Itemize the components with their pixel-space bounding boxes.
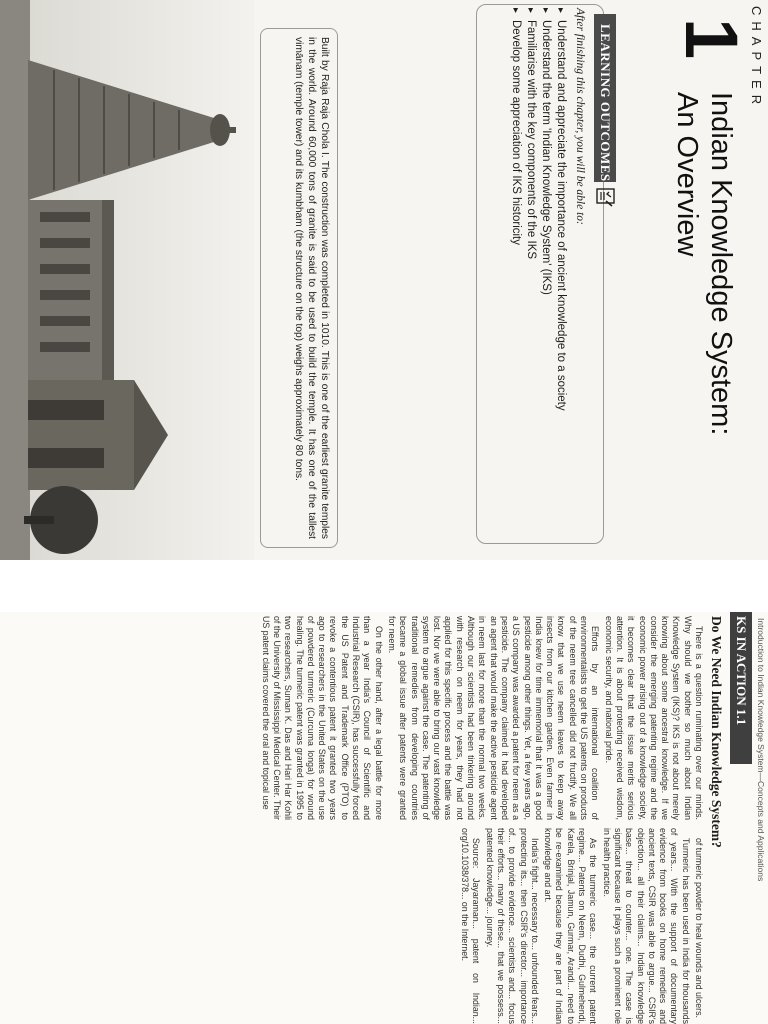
learning-outcomes-heading: LEARNING OUTCOMES (594, 14, 616, 182)
body-column-left (257, 616, 704, 820)
body-column-right (457, 828, 704, 1024)
paragraph: As the turmeric case... the current patent regime... Patents on Neem, Dudhi, Gulmehendi, Karela, Brinjal, Jamun, Gurmar, Arandi... need to be re-examined because they are part of Indian knowledge and art. (543, 828, 599, 1024)
paragraph: Turmeric has been used in India for thousands of years... With the support of documentary evidence from books on home remedies and ancient texts, CSIR was able to argue... CSIR's objection... all their claims... Indian knowledge base... threat to counter... one. The case is significant because it plays such a prominent role in health practice. (601, 828, 691, 1024)
iks-in-action-tab: KS IN ACTION 1.1 (730, 612, 752, 764)
paragraph: Efforts by an international coalition of environmentalists to get the US patents on products of the neem tree cancelled did not fructify. We all know that we use neem leaves to keep away insects from our kitchen garden. Even farmer in India knew for time immemorial that it was a good pesticide among other things. Yet, a few years ago, a US company was awarded a patent for neem as a pesticide. The company claimed it had developed an agent that would make the active pesticide agent in neem last for more than the normal two weeks. Although our scientists had been tinkering around with research on neem for years, they had not applied for this specific process and the battle was lost. Nor we were able to bring our vast knowledge system to argue against the case. The patenting of traditional remedies from developing countries became a global issue after patents were granted for neem. (386, 616, 601, 820)
learning-outcomes-intro: After finishing this chapter, you will be able to: (574, 8, 586, 225)
outcome-item: ▸ Develop some appreciation of IKS historicity (508, 8, 523, 538)
chapter-title-line1: Indian Knowledge System: (705, 92, 737, 436)
chapter-label: CHAPTER (749, 6, 764, 111)
outcome-item: ▸ Familiarise with the key components of the IKS (523, 8, 538, 538)
chapter-title (670, 92, 738, 532)
lower-page-content (0, 612, 768, 1024)
lower-book-page (0, 612, 768, 1024)
section-title: Do We Need Indian Knowledge System? (709, 616, 724, 848)
paragraph: On the other hand, after a legal battle for more than a year India's Council of Scientific and Industrial Research (CSIR), has successfully forced the US Patent and Trademark Office (PTO) to revoke a contentious patent it granted two years ago to researchers in the United States on the use of powdered turmeric (Curcuma longa) for wound healing. The turmeric patent was granted in 1995 to two researchers, Suman K. Das and Hari Har Kohli of the University of Mississippi Medical Center. Their US patent claims covered the oral and topical use (260, 616, 384, 820)
paragraph: of turmeric powder to heal wounds and ulcers. (694, 838, 704, 1018)
paragraph: There is a question ruminating over our minds. Why should we bother so much about Indian Knowledge System (IKS)? IKS is not about merely knowing about some ancestral knowledge. If we consider the emerging patenting regime and the economic power arising out of a knowledge society, it becomes clear that the issue merits serious attention. It is about protecting received wisdom, economic security, and national pride. (603, 616, 704, 820)
temple-photo-caption: Built by Raja Raja Chola I. The construction was completed in 1010. This is one of the earliest granite temples in the world. Around 60,000 tons of granite is said to be used to build the temple. It has one of the tallest vimānam (temple tower) and its kumbham (the structure on the top) weighs approximately 80 tons. (260, 28, 338, 548)
outcome-item: ▸ Understand and appreciate the importance of ancient knowledge to a society (553, 8, 568, 538)
temple-photo (0, 0, 254, 560)
chapter-number: 1 (670, 18, 753, 60)
running-header: Introduction to Indian Knowledge System—Concepts and Applications (756, 618, 766, 882)
learning-outcomes-list (508, 8, 568, 538)
paragraph: India's fight... necessary to... unfounded fears... protecting its... then CSIR's director... importance of... to provide evidence... scientists and... focus their efforts... many of these... that we possess... patented knowledge... journey. (484, 828, 540, 1024)
checklist-icon (594, 186, 616, 208)
paragraph: Source: Jayaraman... patent on Indian... org/10.1038/378... on the Internet. (460, 828, 482, 1024)
chapter-title-line2: An Overview (671, 92, 703, 257)
outcome-item: ▸ Understand the term 'Indian Knowledge System' (IKS) (538, 8, 553, 538)
